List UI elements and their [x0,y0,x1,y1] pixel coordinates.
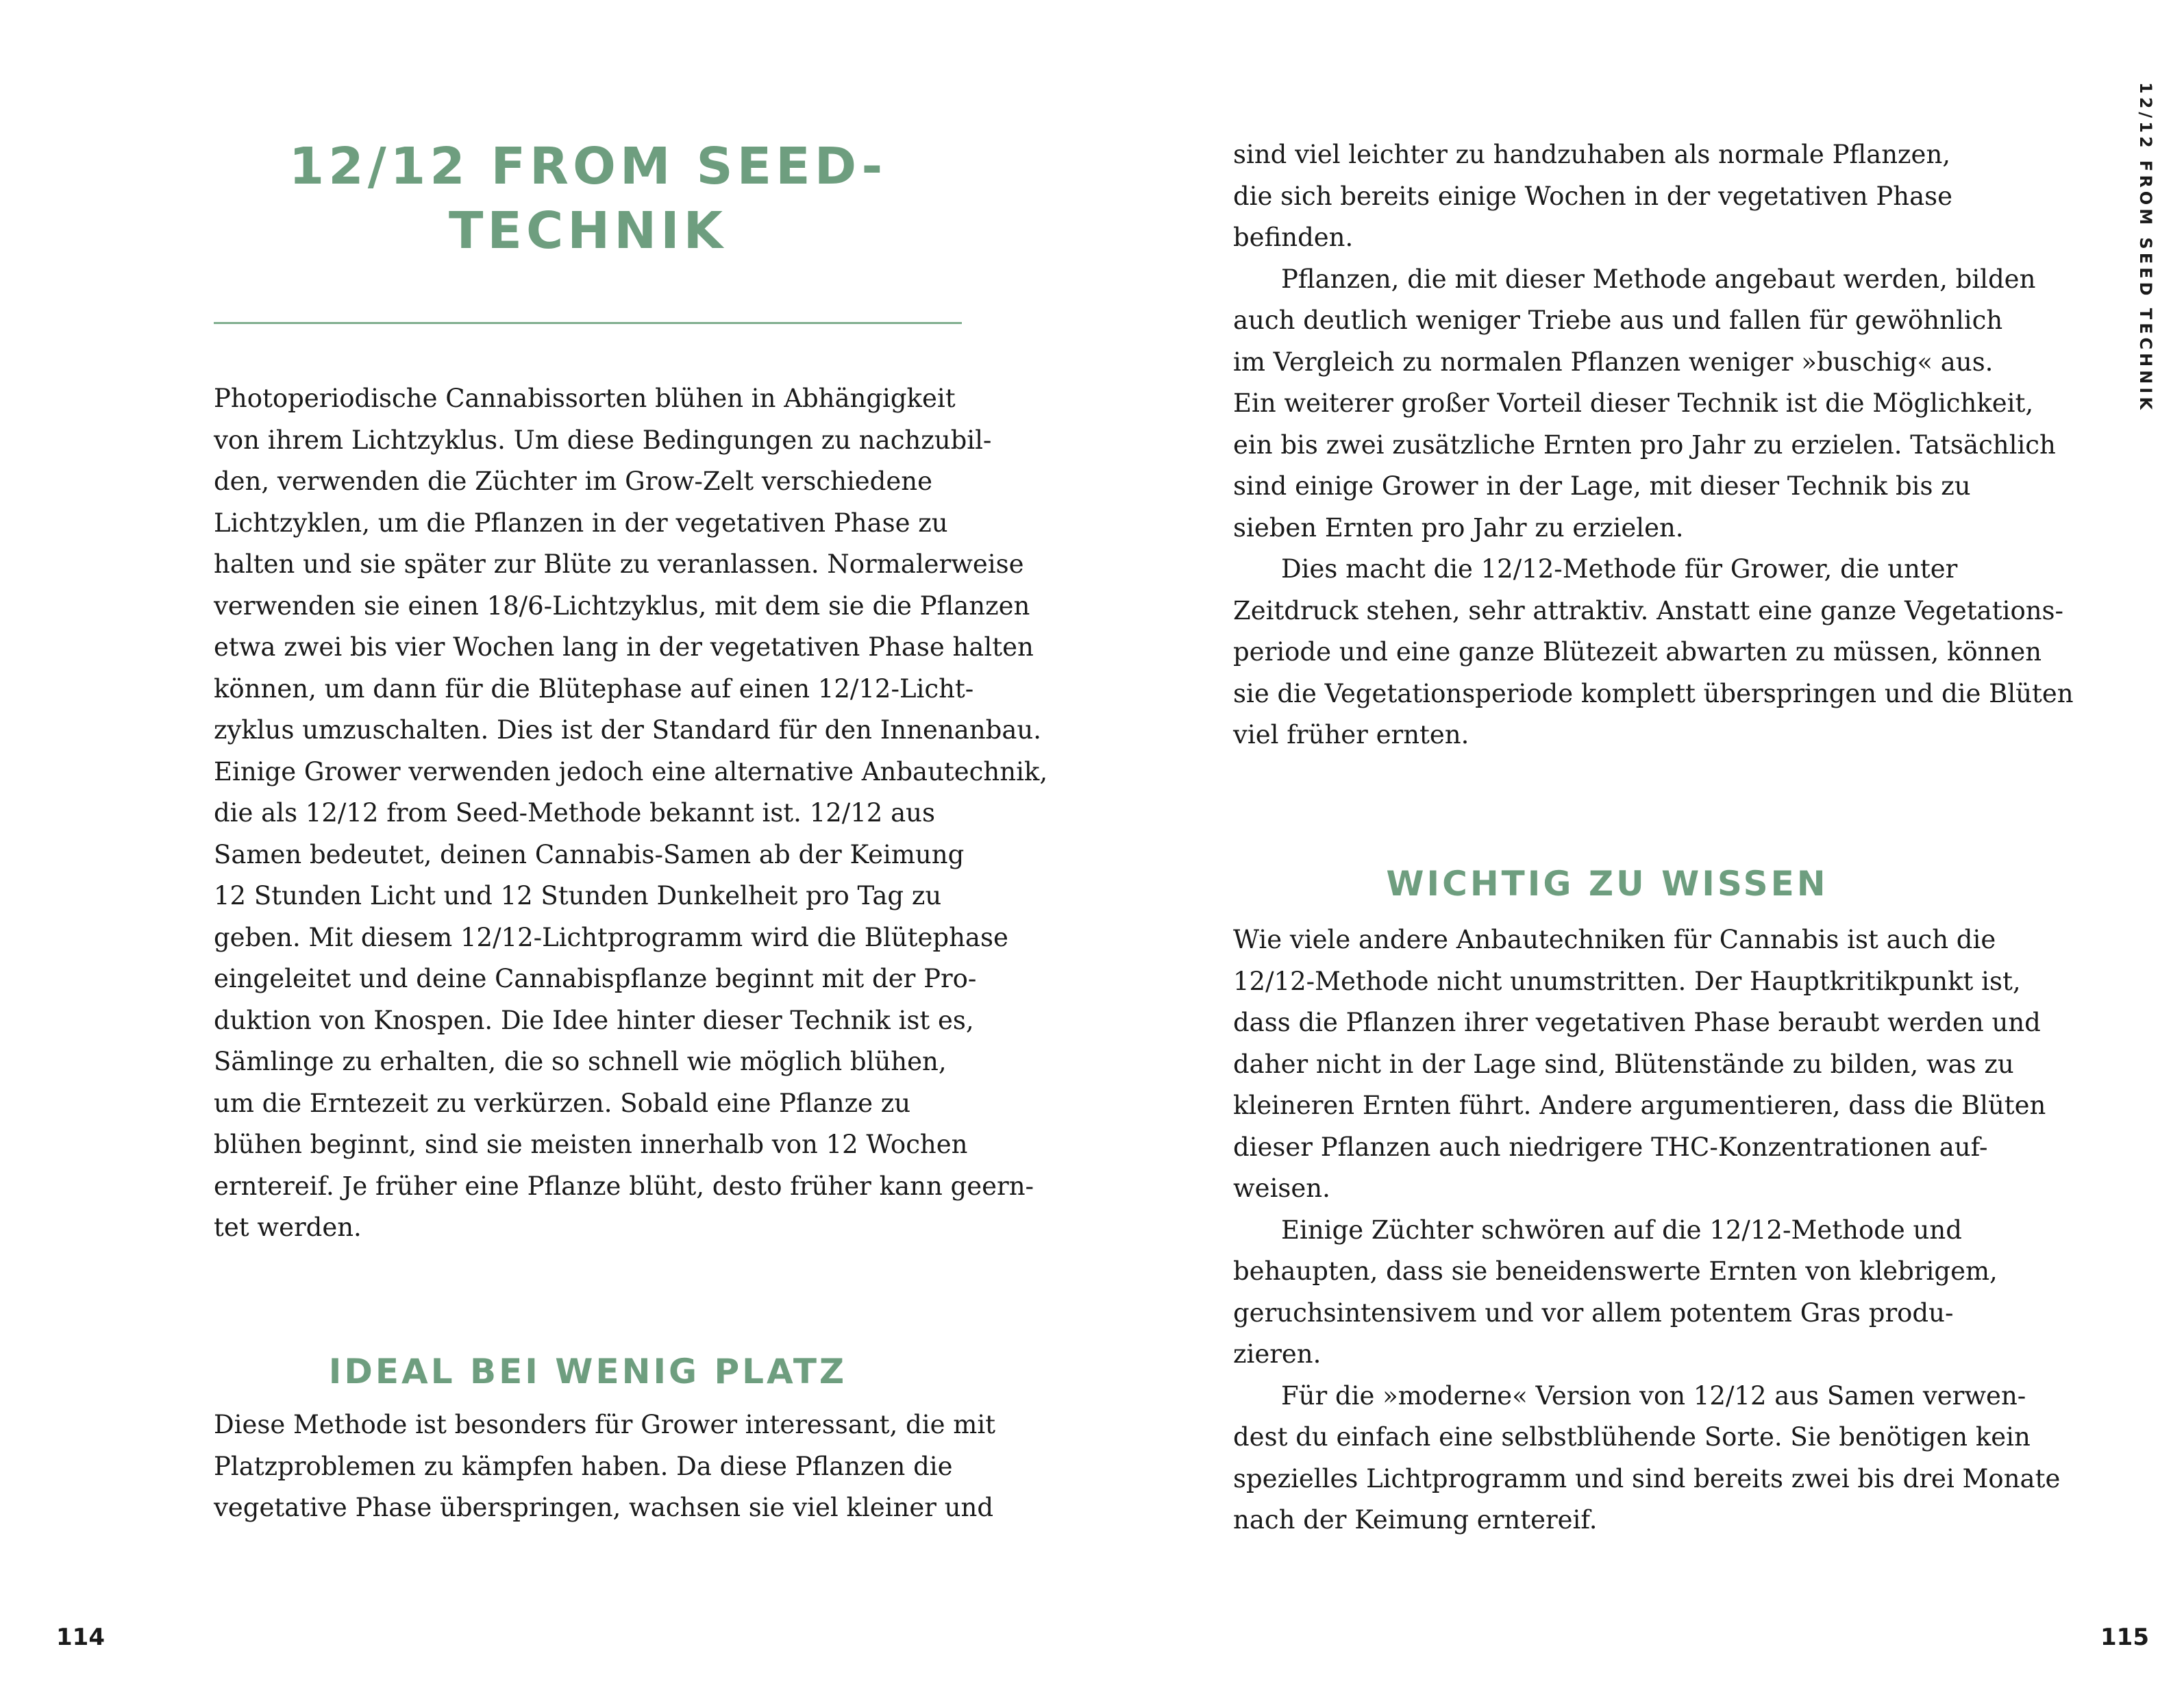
text-line: geben. Mit diesem 12/12-Lichtprogramm wird die Blütephase [214,922,1008,952]
text-line: geruchsintensivem und vor allem potentem Gras produ- [1233,1298,1954,1328]
running-head: 12/12 FROM SEED TECHNIK [2136,82,2155,413]
text-line: sind einige Grower in der Lage, mit dieser Technik bis zu [1233,471,1971,501]
text-line: den, verwenden die Züchter im Grow-Zelt verschiedene [214,467,932,496]
text-line: Wie viele andere Anbautechniken für Cannabis ist auch die [1233,925,1996,954]
text-line: können, um dann für die Blütephase auf einen 12/12-Licht- [214,673,974,704]
text-line: blühen beginnt, sind sie meisten innerhalb von 12 Wochen [214,1130,968,1159]
text-line: kleineren Ernten führt. Andere argumentieren, dass die Blüten [1233,1091,2046,1120]
section-ideal-text [214,1404,996,1529]
text-line: 12 Stunden Licht und 12 Stunden Dunkelheit pro Tag zu [214,881,942,910]
text-line: etwa zwei bis vier Wochen lang in der vegetativen Phase halten [214,632,1034,662]
text-line: zieren. [1233,1339,1321,1369]
text-line: behaupten, dass sie beneidenswerte Ernten von klebrigem, [1233,1256,1998,1286]
section-heading: IDEAL BEI WENIG PLATZ [328,1352,847,1391]
text-line: sieben Ernten pro Jahr zu erzielen. [1233,512,1684,543]
text-line: viel früher ernten. [1233,720,1469,749]
text-line: die sich bereits einige Wochen in der vegetativen Phase [1233,181,1953,211]
text-line: spezielles Lichtprogramm und sind bereits zwei bis drei Monate [1233,1463,2061,1493]
text-line: auch deutlich weniger Triebe aus und fallen für gewöhnlich [1233,306,2003,335]
chapter-title-line: TECHNIK [448,201,728,260]
text-line: verwenden sie einen 18/6-Lichtzyklus, mit dem sie die Pflanzen [214,591,1030,621]
text-line: sind viel leichter zu handzuhaben als normale Pflanzen, [1233,140,1951,169]
text-line: erntereif. Je früher eine Pflanze blüht, desto früher kann geern- [214,1171,1034,1201]
text-line: Platzproblemen zu kämpfen haben. Da diese Pflanzen die [214,1451,953,1481]
section-wichtig-text [1233,919,2061,1541]
text-line: Dies macht die 12/12-Methode für Grower, die unter [1281,554,1958,584]
intro-paragraph [214,378,1048,1249]
chapter-title-line: 12/12 FROM SEED- [288,137,887,196]
text-line: Sämlinge zu erhalten, die so schnell wie möglich blühen, [214,1047,947,1076]
continuation-paragraphs [1233,134,2074,756]
text-line: halten und sie später zur Blüte zu veranlassen. Normalerweise [214,549,1024,579]
section-wichtig [1233,863,1981,904]
text-line: Einige Grower verwenden jedoch eine alternative Anbautechnik, [214,756,1048,786]
section-ideal [214,1351,962,1392]
text-line: ein bis zwei zusätzliche Ernten pro Jahr zu erzielen. Tatsächlich [1233,430,2056,460]
text-line: Lichtzyklen, um die Pflanzen in der vegetativen Phase zu [214,508,948,538]
text-line: die als 12/12 from Seed-Methode bekannt ist. 12/12 aus [214,798,935,828]
title-divider [214,322,962,324]
section-heading: WICHTIG ZU WISSEN [1386,864,1828,904]
text-line: dest du einfach eine selbstblühende Sorte. Sie benötigen kein [1233,1422,2031,1452]
text-line: sie die Vegetationsperiode komplett überspringen und die Blüten [1233,678,2074,708]
text-line: befinden. [1233,223,1354,252]
text-line: um die Erntezeit zu verkürzen. Sobald eine Pflanze zu [214,1088,911,1118]
text-line: tet werden. [214,1213,362,1242]
chapter-title [214,134,962,263]
text-line: Photoperiodische Cannabissorten blühen in Abhängigkeit [214,384,956,413]
text-line: Diese Methode ist besonders für Grower interessant, die mit [214,1410,996,1439]
text-line: Für die »moderne« Version von 12/12 aus Samen verwen- [1281,1380,2026,1411]
text-line: duktion von Knospen. Die Idee hinter dieser Technik ist es, [214,1005,974,1035]
text-line: vegetative Phase überspringen, wachsen sie viel kleiner und [214,1493,994,1522]
right-page [1092,0,2184,1699]
text-line: 12/12-Methode nicht unumstritten. Der Hauptkritikpunkt ist, [1233,966,2021,996]
text-line: Einige Züchter schwören auf die 12/12-Methode und [1281,1215,1962,1245]
text-line: dieser Pflanzen auch niedrigere THC-Konzentrationen auf- [1233,1132,1988,1162]
text-line: dass die Pflanzen ihrer vegetativen Phase beraubt werden und [1233,1008,2041,1037]
text-line: Ein weiterer großer Vorteil dieser Technik ist die Möglichkeit, [1233,388,2034,418]
text-line: periode und eine ganze Blütezeit abwarten zu müssen, können [1233,637,2042,667]
page-number-right: 115 [2100,1624,2149,1651]
text-line: zyklus umzuschalten. Dies ist der Standard für den Innenanbau. [214,715,1041,745]
text-line: Samen bedeutet, deinen Cannabis-Samen ab der Keimung [214,839,965,869]
text-line: nach der Keimung erntereif. [1233,1505,1598,1535]
text-line: eingeleitet und deine Cannabispflanze beginnt mit der Pro- [214,964,977,993]
page-number-left: 114 [56,1624,105,1651]
text-line: daher nicht in der Lage sind, Blütenstände zu bilden, was zu [1233,1049,2014,1079]
text-line: Pflanzen, die mit dieser Methode angebaut werden, bilden [1281,264,2036,294]
text-line: von ihrem Lichtzyklus. Um diese Bedingungen zu nachzubil- [214,425,992,455]
text-line: weisen. [1233,1174,1330,1203]
text-line: Zeitdruck stehen, sehr attraktiv. Anstatt eine ganze Vegetations- [1233,595,2064,625]
text-line: im Vergleich zu normalen Pflanzen weniger »buschig« aus. [1233,347,1994,377]
